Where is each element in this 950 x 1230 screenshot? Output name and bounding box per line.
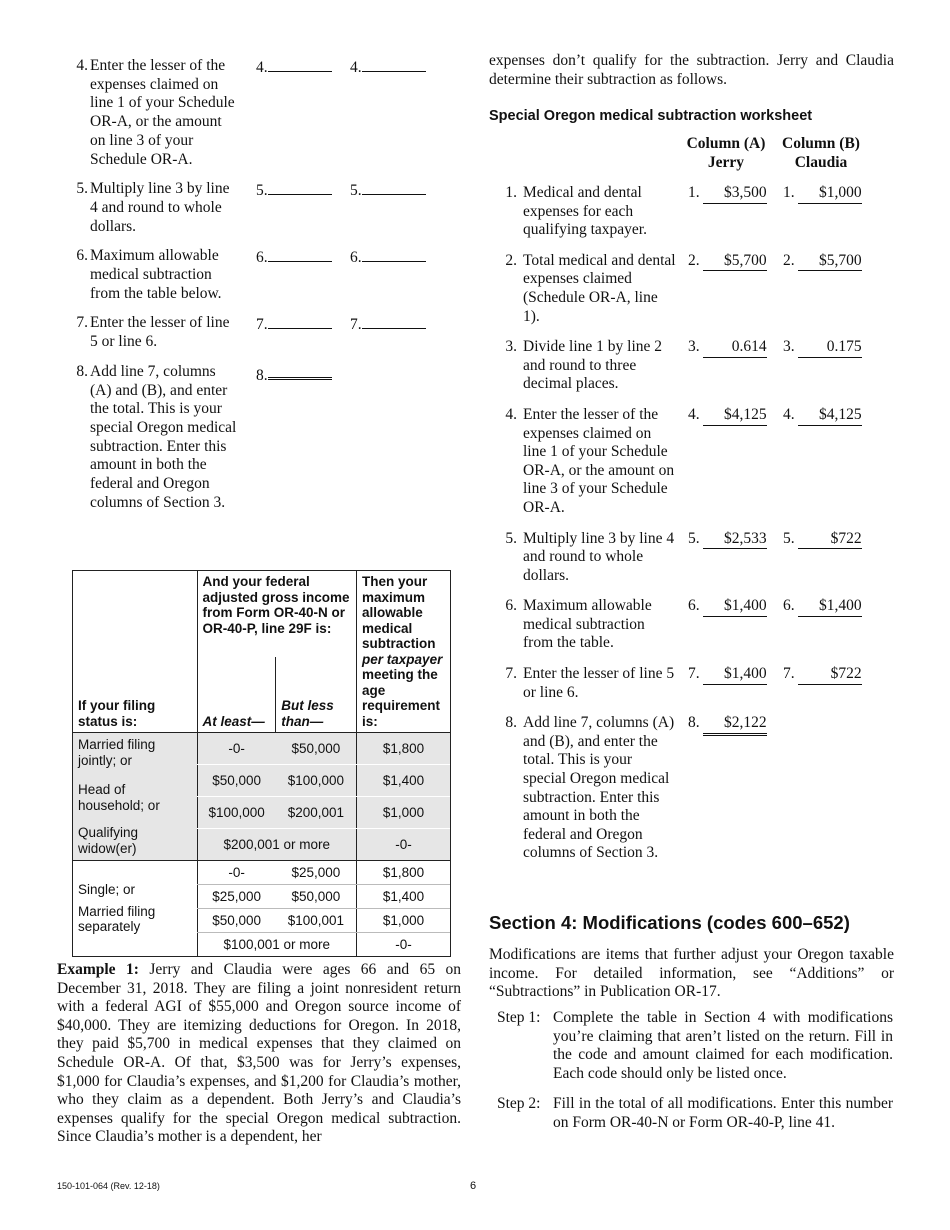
line-5b-input[interactable]: [362, 180, 426, 195]
filled-row-1: 1. Medical and dental expenses for each qualifying taxpayer. 1. $3,500 1. $1,000: [505, 184, 862, 239]
column-b-header: Column (B) Claudia: [782, 135, 860, 171]
filled-row-8: 8. Add line 7, columns (A) and (B), and enter the total. This is your special Oregon medical subtraction. Enter this amount in both the federal and Oregon columns of Section 3. 8. $2,122: [505, 714, 767, 862]
hdr-lessthan: But less than—: [276, 657, 357, 733]
column-a-header: Column (A) Jerry: [686, 135, 766, 171]
line-5a-input[interactable]: [268, 180, 332, 195]
filled-row-7: 7. Enter the lesser of line 5 or line 6. 7. $1,400 7. $722: [505, 665, 862, 701]
section-4-text: Modifications are items that further adjust your Oregon taxable income. For detailed information, see “Additions” or “Subtractions” in Publication OR-17.: [489, 946, 894, 1001]
form-id: 150-101-064 (Rev. 12-18): [57, 1181, 160, 1191]
filled-row-5: 5. Multiply line 3 by line 4 and round to whole dollars. 5. $2,533 5. $722: [505, 529, 862, 584]
filled-worksheet: [497, 184, 877, 875]
left-ws-row-6: 6. Maximum allowable medical subtraction from the table below. 6. 6.: [64, 247, 444, 303]
filled-row-2: 2. Total medical and dental expenses claimed (Schedule OR-A, line 1). 2. $5,700 2. $5,700: [505, 251, 862, 325]
hdr-max: Then your maximum allowable medical subtraction per taxpayer meeting the age requirement is:: [357, 571, 450, 733]
line-4b-input[interactable]: [362, 57, 426, 72]
filled-row-4: 4. Enter the lesser of the expenses claimed on line 1 of your Schedule OR-A, or the amount on line 3 of your Schedule OR-A. 4. $4,125 4. $4,125: [505, 405, 862, 516]
filled-row-6: 6. Maximum allowable medical subtraction from the table. 6. $1,400 6. $1,400: [505, 597, 862, 652]
page-number: 6: [470, 1180, 477, 1192]
left-ws-row-8: 8. Add line 7, columns (A) and (B), and enter the total. This is your special Oregon medical subtraction. Enter this amount in both the federal and Oregon columns of Section 3. 8.: [64, 363, 444, 513]
line-6a-input[interactable]: [268, 247, 332, 262]
hdr-income: And your federal adjusted gross income from Form OR-40-N or OR-40-P, line 29F is:: [197, 571, 357, 657]
group2-status: Single; or Married filing separately: [78, 882, 156, 935]
right-intro: expenses don’t qualify for the subtraction. Jerry and Claudia determine their subtraction as follows.: [489, 52, 894, 88]
left-ws-row-4: 4. Enter the lesser of the expenses claimed on line 1 of your Schedule OR-A, or the amount on line 3 of your Schedule OR-A. 4. 4.: [64, 57, 444, 169]
hdr-status: If your filing status is:: [73, 571, 197, 733]
left-ws-row-7: 7. Enter the lesser of line 5 or line 6. 7. 7.: [64, 314, 444, 351]
line-4a-input[interactable]: [268, 57, 332, 72]
step-2: Step 2: Fill in the total of all modifications. Enter this number on Form OR-40-N or Form OR-40-P, line 41.: [497, 1095, 893, 1131]
line-7b-input[interactable]: [362, 314, 426, 329]
hdr-atleast: At least—: [197, 657, 276, 733]
left-worksheet: [64, 57, 444, 523]
subtraction-table: If your filing status is: And your federal adjusted gross income from Form OR-40-N or OR-40-P, line 29F is: Then your maximum allowable medical subtraction per taxpayer meeting the age requirement is: At least— But less than— Married filing jointly; or Head of household; or Qualifying widow(er) -0- $50,000 $1,800 $50,000 $100,000 $1,400 $100,000 $200,001 $1,000 $200,001 or more -0- Single; or Married filing separately -0- $25,000 $1,800 $25,000 $50,000 $1,400 $50,000 $100,001 $1,000 $100,001 or more -0-: [72, 570, 451, 957]
line-8-input[interactable]: [268, 363, 332, 380]
worksheet-title: Special Oregon medical subtraction worksheet: [489, 108, 813, 124]
step-1: Step 1: Complete the table in Section 4 with modifications you’re claiming that aren’t listed on the return. Fill in the code and amount claimed for each modification. Each code should only be listed once.: [497, 1009, 893, 1082]
section-4-title: Section 4: Modifications (codes 600–652): [489, 912, 850, 933]
example-paragraph: Example 1: Jerry and Claudia were ages 66 and 65 on December 31, 2018. They are filing a joint nonresident return with a federal AGI of $55,000 and Oregon source income of $40,000. They are itemizing deductions for Oregon. In 2018, they paid $5,700 in medical expenses that they claimed on Schedule OR-A. Of that, $3,500 was for Jerry’s expenses, $1,000 for Claudia’s expenses, and $1,200 for Claudia’s mother, who they claim as a dependent. Both Jerry’s and Claudia’s expenses qualify for the special Oregon medical subtraction. Since Claudia’s mother is a dependent, her: [57, 961, 462, 1146]
group1-status: Married filing jointly; or Head of household; or Qualifying widow(er): [73, 733, 197, 861]
filled-row-3: 3. Divide line 1 by line 2 and round to three decimal places. 3. 0.614 3. 0.175: [505, 338, 862, 393]
left-ws-row-5: 5. Multiply line 3 by line 4 and round to whole dollars. 5. 5.: [64, 180, 444, 236]
line-6b-input[interactable]: [362, 247, 426, 262]
line-7a-input[interactable]: [268, 314, 332, 329]
